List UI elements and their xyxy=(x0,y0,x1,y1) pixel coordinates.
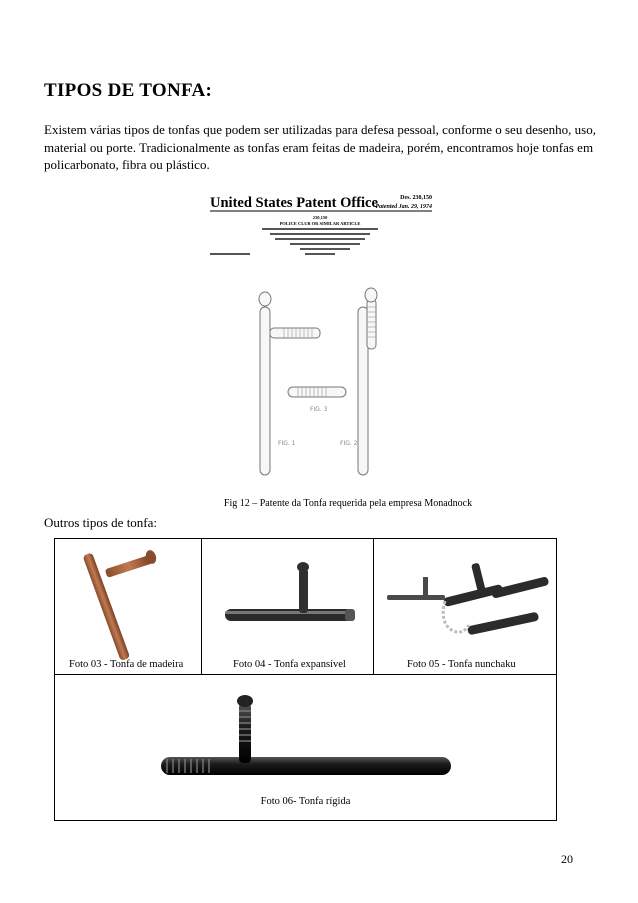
patent-fig1-tonfa xyxy=(259,292,320,475)
patent-number: Des. 230,150 xyxy=(400,195,432,201)
photo04-caption: Foto 04 - Tonfa expansível xyxy=(233,659,346,670)
patent-drawing xyxy=(200,187,440,487)
wooden-tonfa-photo xyxy=(75,543,175,661)
patent-article-title: POLICE CLUB OR SIMILAR ARTICLE xyxy=(279,221,361,226)
photo05-caption: Foto 05 - Tonfa nunchaku xyxy=(407,659,516,670)
fig1-label: FIG. 1 xyxy=(278,440,296,447)
intro-paragraph: Existem várias tipos de tonfas que podem ser utilizadas para defesa pessoal, conforme o seu desenho, uso, material ou porte. Tradicionalmente as tonfas eram feitas de madeira, porém, encontramos hoje tonfas em policarbonato, fibra ou plástico. xyxy=(44,122,596,172)
patent-small-number: 230,150 xyxy=(312,215,328,220)
figure-caption: Fig 12 – Patente da Tonfa requerida pela empresa Monadnock xyxy=(223,498,473,509)
photo03-caption: Foto 03 - Tonfa de madeira xyxy=(69,659,184,670)
patent-date: Patented Jan. 29, 1974 xyxy=(375,204,432,210)
patent-fig2-tonfa xyxy=(358,288,377,475)
patent-office-title: United States Patent Office xyxy=(210,195,378,211)
photo-table xyxy=(54,538,557,821)
patent-fig3-handle xyxy=(288,387,346,397)
cell-divider xyxy=(201,539,202,675)
other-types-heading: Outros tipos de tonfa: xyxy=(44,515,158,530)
row-divider xyxy=(55,674,556,675)
page-number: 20 xyxy=(561,852,573,866)
fig2-label: FIG. 2 xyxy=(340,440,358,447)
cell-divider xyxy=(373,539,374,675)
nunchaku-tonfa-photo xyxy=(383,543,553,653)
patent-figure xyxy=(200,187,440,487)
expandable-tonfa-photo xyxy=(221,559,361,639)
fig3-label: FIG. 3 xyxy=(310,406,328,413)
photo06-caption: Foto 06- Tonfa rígida xyxy=(260,796,351,807)
patent-body-text xyxy=(210,228,378,255)
rigid-tonfa-photo xyxy=(155,689,455,789)
section-title: TIPOS DE TONFA: xyxy=(44,80,213,101)
figure-caption-wrapper xyxy=(0,498,638,509)
